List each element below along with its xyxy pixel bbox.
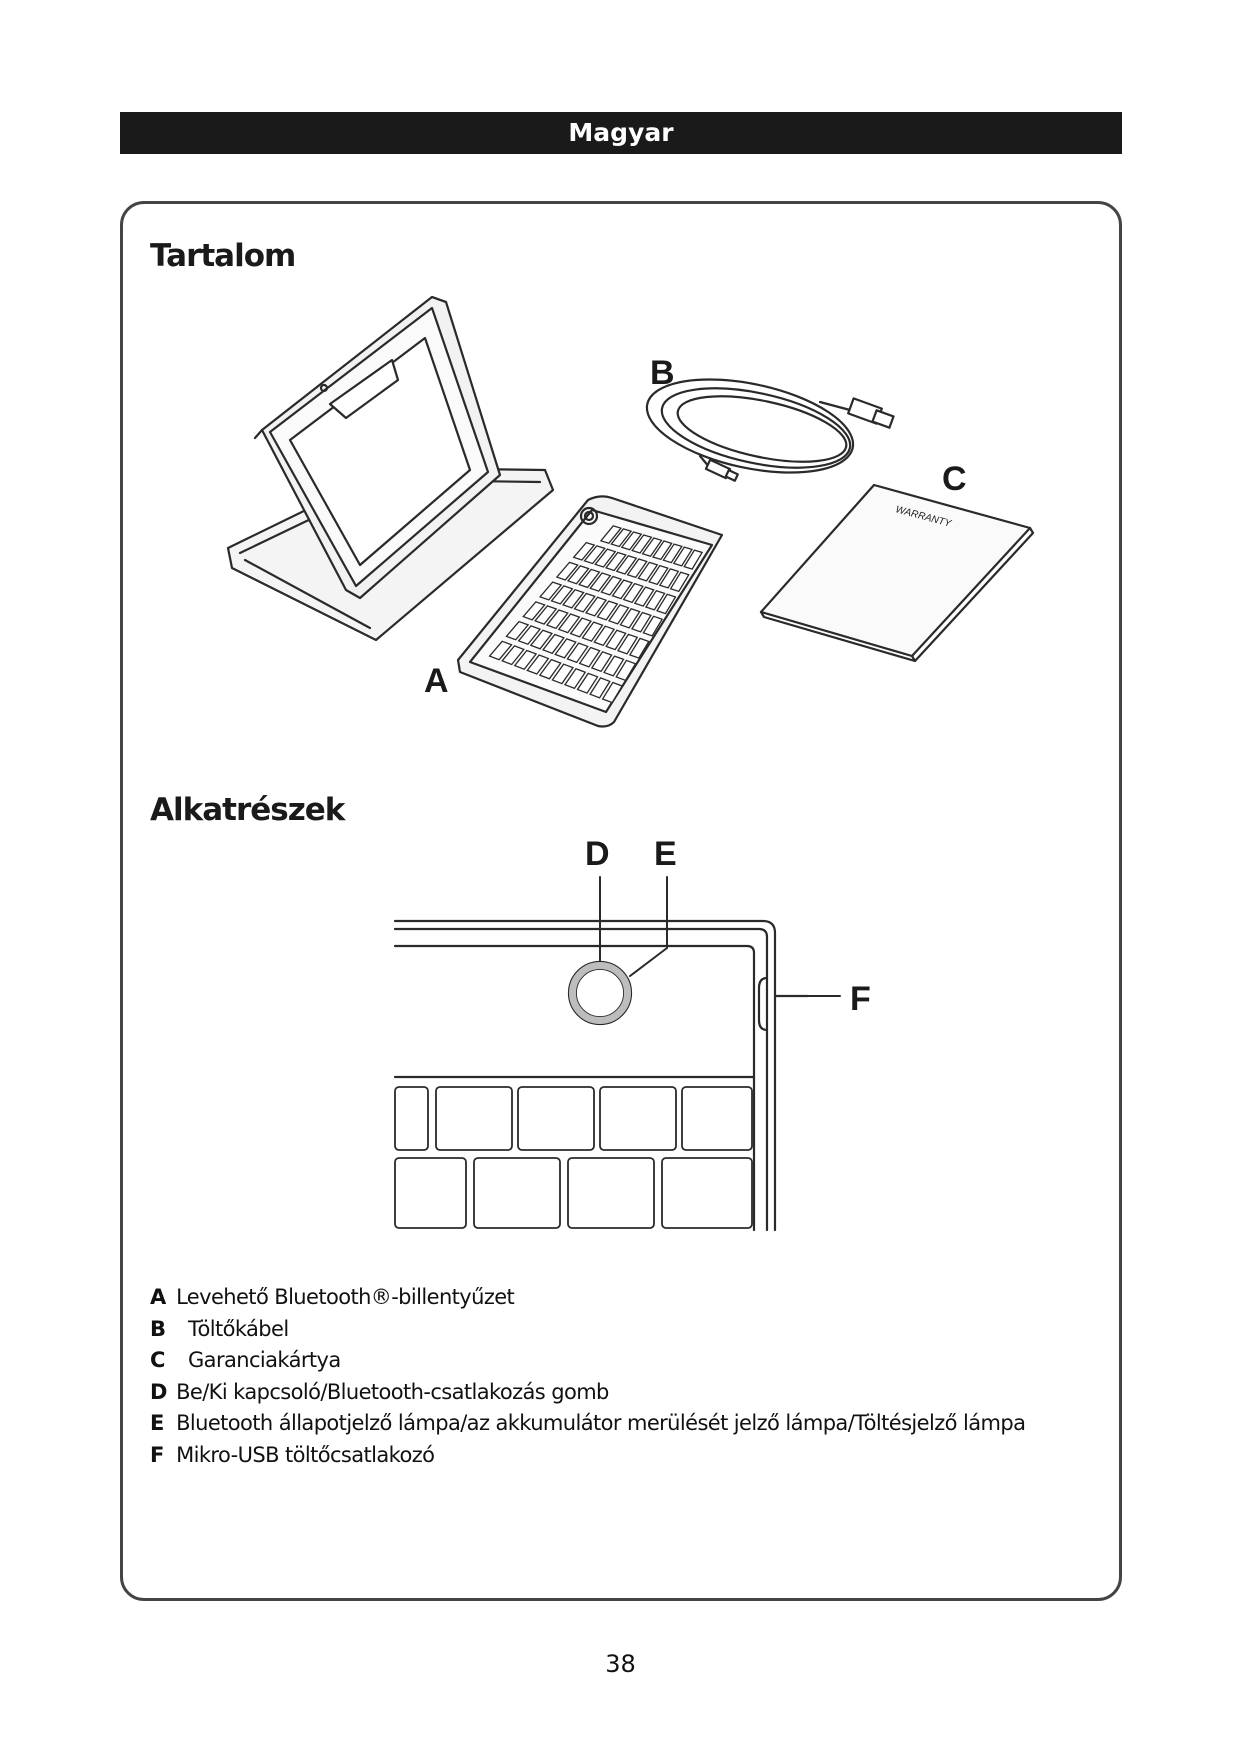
callout-f: F bbox=[850, 980, 871, 1018]
parts-legend bbox=[150, 1282, 1025, 1472]
callout-a: A bbox=[424, 662, 449, 700]
legend-item-f: F Mikro-USB töltőcsatlakozó bbox=[150, 1442, 435, 1467]
language-header: Magyar bbox=[120, 112, 1122, 154]
parts-title: Alkatrészek bbox=[150, 792, 345, 828]
callout-c: C bbox=[942, 460, 967, 498]
tablet-case-illustration bbox=[228, 297, 553, 640]
callout-b: B bbox=[650, 354, 675, 392]
detail-key bbox=[682, 1087, 752, 1150]
legend-item-d: D Be/Ki kapcsoló/Bluetooth-csatlakozás gomb bbox=[150, 1379, 609, 1404]
callout-e: E bbox=[654, 835, 677, 873]
status-light-ring bbox=[573, 966, 628, 1021]
detail-key bbox=[395, 1087, 428, 1150]
warranty-label: WARRANTY bbox=[894, 504, 953, 530]
legend-item-a: A Levehető Bluetooth®-billentyűzet bbox=[150, 1285, 515, 1309]
detail-key bbox=[436, 1087, 512, 1150]
page-number: 38 bbox=[605, 1650, 636, 1678]
detail-key bbox=[474, 1158, 560, 1228]
legend-item-c: C Garanciakártya bbox=[150, 1348, 341, 1373]
detail-key bbox=[395, 1158, 466, 1228]
detail-key bbox=[568, 1158, 654, 1228]
legend-item-b: B Töltőkábel bbox=[150, 1316, 289, 1341]
legend-item-e: E Bluetooth állapotjelző lámpa/az akkumulátor merülését jelző lámpa/Töltésjelző lámpa bbox=[150, 1411, 1026, 1436]
detail-key bbox=[600, 1087, 676, 1150]
detail-key bbox=[662, 1158, 752, 1228]
keyboard-detail-illustration bbox=[395, 877, 840, 1230]
callout-d: D bbox=[585, 835, 610, 873]
contents-title: Tartalom bbox=[150, 238, 296, 274]
cable-illustration bbox=[639, 363, 894, 489]
detail-key bbox=[518, 1087, 594, 1150]
